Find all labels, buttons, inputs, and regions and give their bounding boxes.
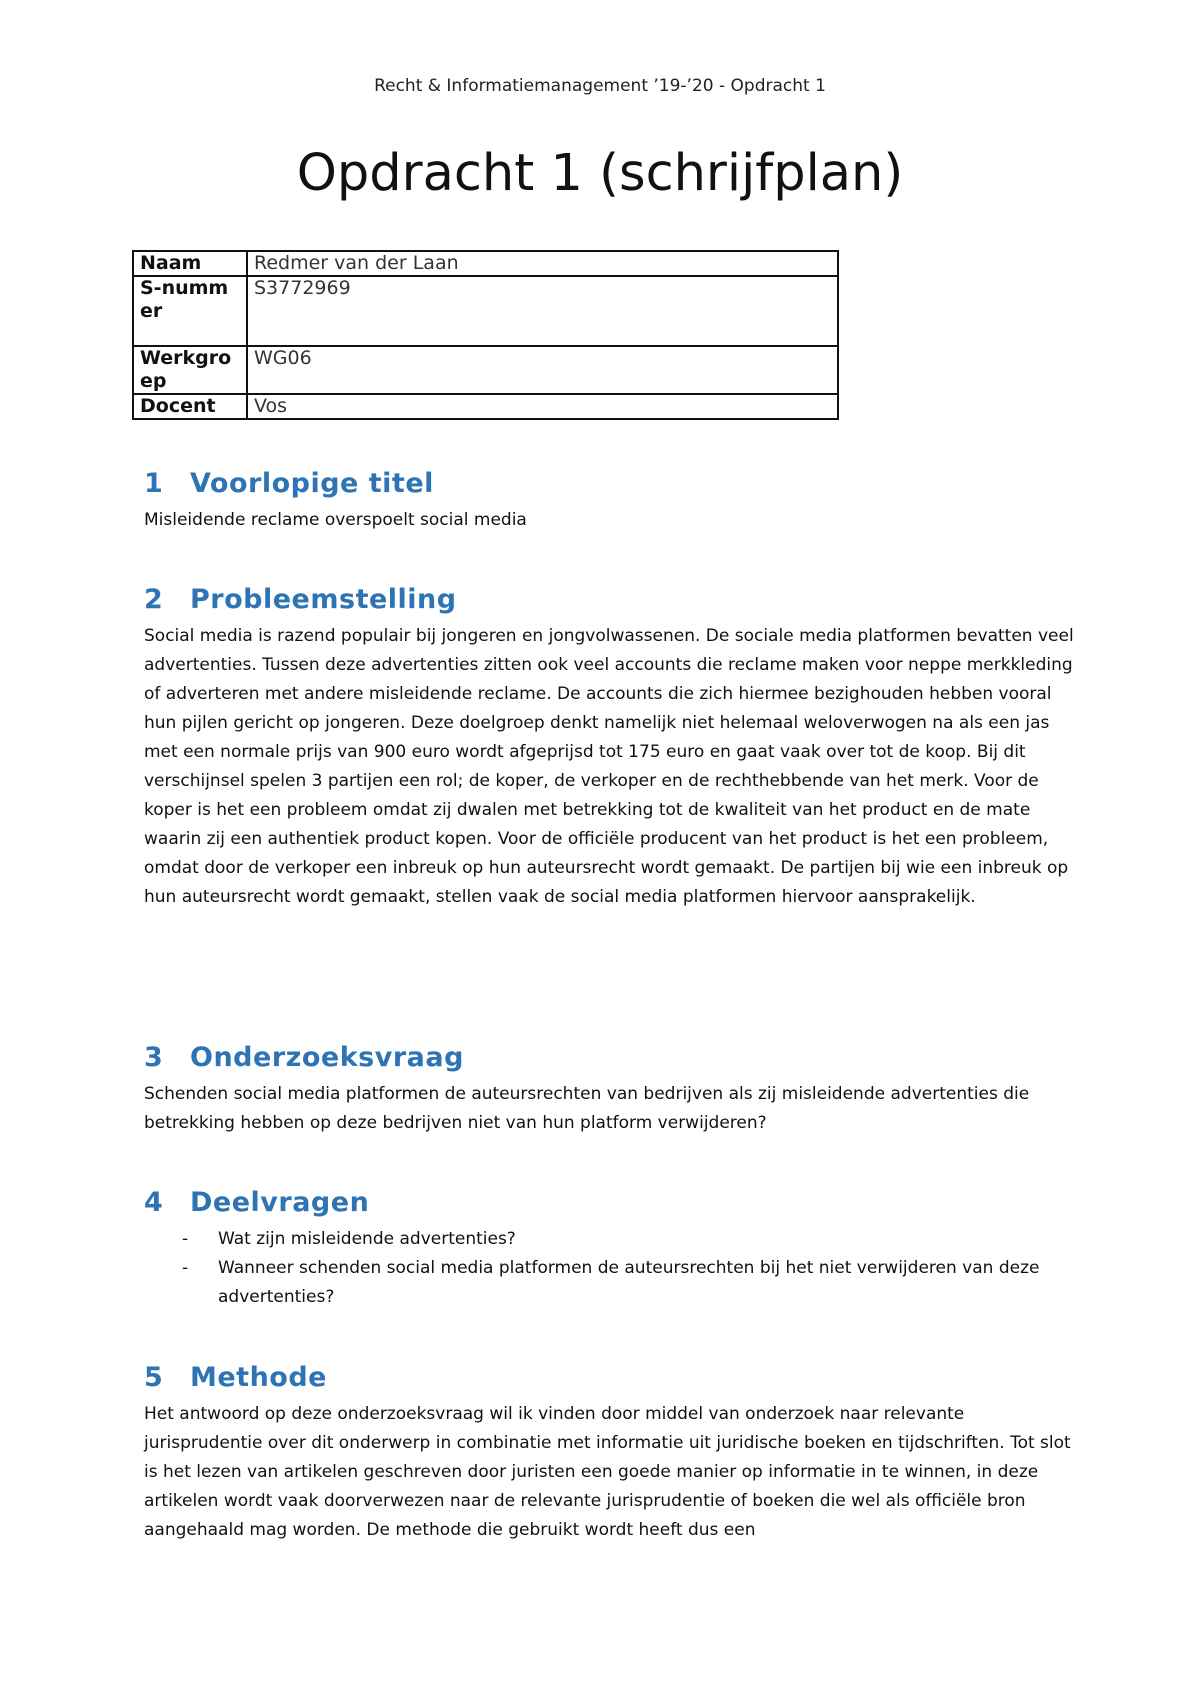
section-title: Methode [190, 1362, 327, 1393]
section-probleemstelling [144, 584, 1074, 912]
section-text: Het antwoord op deze onderzoeksvraag wil ik vinden door middel van onderzoek naar relevante jurisprudentie over dit onderwerp in combinatie met informatie uit juridische boeken en tijdschriften. Tot slot is het lezen van artikelen geschreven door juristen een goede manier op informatie in te winnen, in deze artikelen wordt vaak doorverwezen naar de relevante jurisprudentie of boeken die wel als officiële bron aangehaald mag worden. De methode die gebruikt wordt heeft dus een [144, 1404, 1071, 1541]
label-naam: Naam [133, 251, 247, 276]
value-naam: Redmer van der Laan [247, 251, 838, 276]
section-number: 4 [144, 1187, 164, 1218]
section-voorlopige-titel [144, 468, 1074, 535]
section-number: 5 [144, 1362, 164, 1393]
section-title: Probleemstelling [190, 584, 457, 615]
section-text: Social media is razend populair bij jongeren en jongvolwassenen. De sociale media platformen bevatten veel advertenties. Tussen deze advertenties zitten ook veel accounts die reclame maken voor neppe merkkleding of adverteren met andere misleidende reclame. De accounts die zich hiermee bezighouden hebben vooral hun pijlen gericht op jongeren. Deze doelgroep denkt namelijk niet helemaal weloverwogen na als een jas met een normale prijs van 900 euro wordt afgeprijsd tot 175 euro en gaat vaak over tot de koop. Bij dit verschijnsel spelen 3 partijen een rol; de koper, de verkoper en de rechthebbende van het merk. Voor de koper is het een probleem omdat zij dwalen met betrekking tot de kwaliteit van het product en de mate waarin zij een authentiek product kopen. Voor de officiële producent van het product is het een probleem, omdat door de verkoper een inbreuk op hun auteursrecht wordt gemaakt. De partijen bij wie een inbreuk op hun auteursrecht wordt gemaakt, stellen vaak de social media platformen hiervoor aansprakelijk. [144, 626, 1074, 908]
section-number: 2 [144, 584, 164, 615]
section-title: Deelvragen [190, 1187, 370, 1218]
student-info-table [132, 250, 839, 420]
value-werkgroep: WG06 [247, 346, 838, 394]
section-heading [144, 584, 1074, 616]
section-number: 3 [144, 1042, 164, 1073]
table-row [133, 251, 838, 276]
section-heading [144, 468, 1074, 500]
label-snummer: S-nummer [133, 276, 247, 346]
section-text: Schenden social media platformen de auteursrechten van bedrijven als zij misleidende advertenties die betrekking hebben op deze bedrijven niet van hun platform verwijderen? [144, 1084, 1030, 1134]
section-title: Onderzoeksvraag [190, 1042, 464, 1073]
table-row [133, 394, 838, 419]
section-heading [144, 1362, 1074, 1394]
value-snummer: S3772969 [247, 276, 838, 346]
subquestion-list [144, 1225, 1074, 1312]
table-row [133, 276, 838, 346]
value-docent: Vos [247, 394, 838, 419]
list-item: - Wat zijn misleidende advertenties? [182, 1229, 516, 1250]
label-docent: Docent [133, 394, 247, 419]
table-row [133, 346, 838, 394]
list-item: - Wanneer schenden social media platformen de auteursrechten bij het niet verwijderen van deze advertenties? [182, 1258, 1040, 1308]
section-heading [144, 1187, 1074, 1219]
section-onderzoeksvraag [144, 1042, 1074, 1138]
section-text: Misleidende reclame overspoelt social media [144, 510, 527, 531]
section-heading [144, 1042, 1074, 1074]
document-title: Opdracht 1 (schrijfplan) [296, 144, 904, 203]
section-number: 1 [144, 468, 164, 499]
section-title: Voorlopige titel [190, 468, 434, 499]
running-header: Recht & Informatiemanagement ’19-’20 - Opdracht 1 [374, 76, 826, 96]
label-werkgroep: Werkgroep [133, 346, 247, 394]
section-methode [144, 1362, 1074, 1545]
section-deelvragen [144, 1187, 1074, 1312]
